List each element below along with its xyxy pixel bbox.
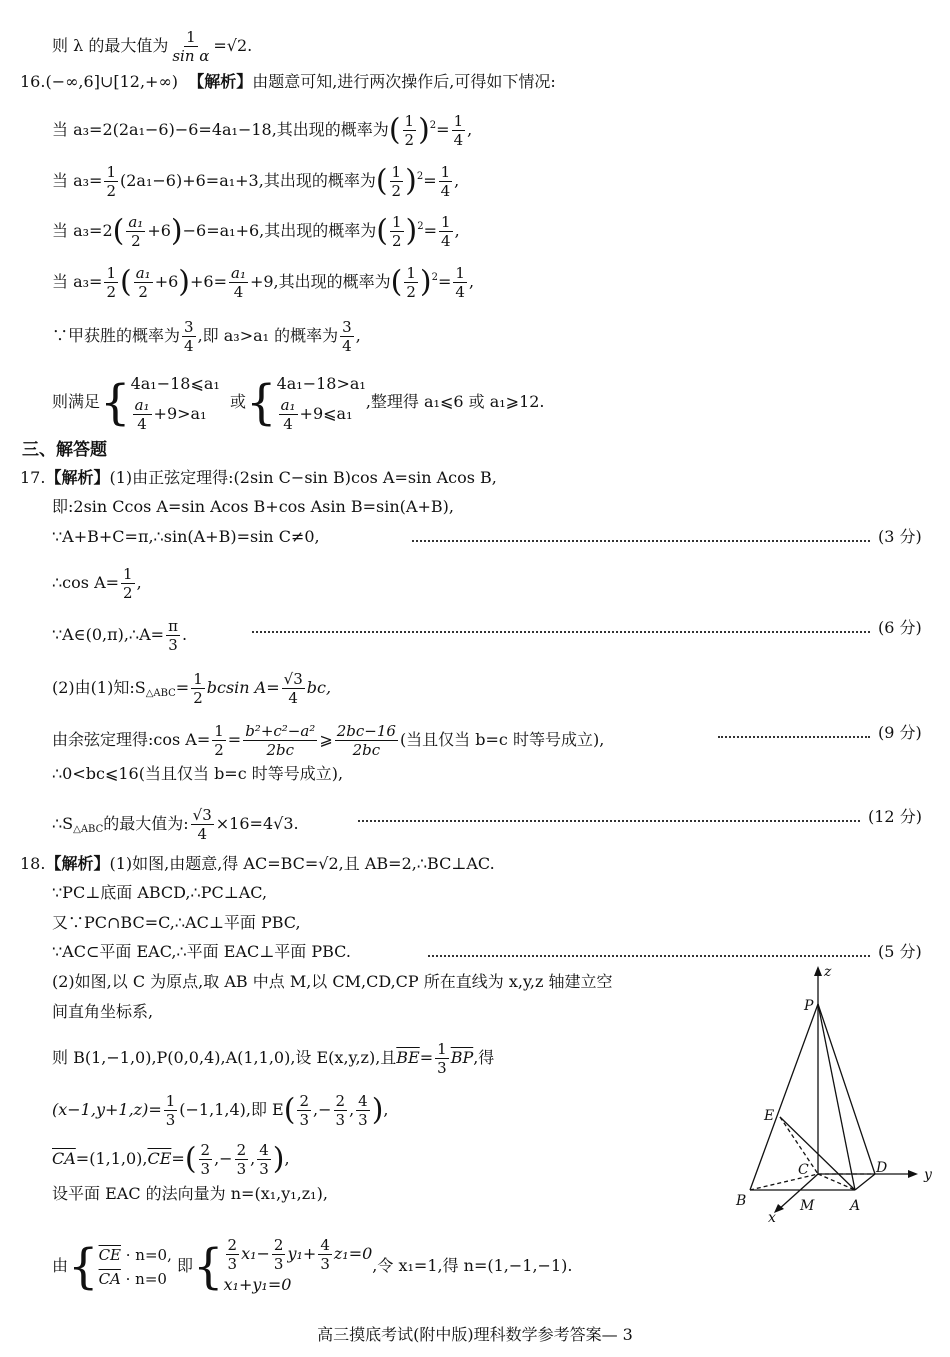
q18-line-10: 设平面 EAC 的法向量为 n=(x₁,y₁,z₁),: [52, 1184, 328, 1203]
page-footer: 高三摸底考试(附中版)理科数学参考答案— 3: [317, 1325, 633, 1344]
q18-line-4: ∵AC⊂平面 EAC,∴平面 EAC⊥平面 PBC.: [52, 942, 351, 961]
q16-case-1: 当 a₃=2(2a₁−6)−6=4a₁−18,其出现的概率为( $\frac{1}{2}$ )$^2$= $\frac{1}{4}$ ,: [52, 112, 473, 149]
score-6: (6 分): [878, 618, 922, 637]
q17-line-5: ∵A∈(0,π),∴A= $\frac{\pi}{3}$ .: [52, 617, 188, 654]
score-5: (5 分): [878, 942, 922, 961]
q16-win-probability: ∵甲获胜的概率为 $\frac{3}{4}$ ,即 a₃>a₁ 的概率为 $\frac{3}{4}$ ,: [52, 318, 361, 355]
q17-line-6: (2)由(1)知$:S_{\triangle ABC}=$ $\frac{1}{2}$ bcsin A= $\frac{√3}{4}$ bc,: [52, 670, 332, 707]
score-12: (12 分): [868, 807, 922, 826]
dot-leader: [252, 631, 870, 633]
q17-line-7: 由余弦定理得:cos A= $\frac{1}{2}$ = $\frac{\text{b²+c²−a²}}{2bc}$ ⩾ $\frac{2bc-16}{2bc}$ (当且仅当 b=c 时等号成立),: [52, 722, 605, 759]
q17-line-9: $\therefore S_{\triangle ABC}$的最大值为: $\frac{√3}{4}$ ×16=4√3.: [52, 806, 299, 843]
score-3: (3 分): [878, 527, 922, 546]
q17-line-1: 17.【解析】(1)由正弦定理得:(2sin C−sin B)cos A=sin Acos B,: [20, 468, 497, 487]
q16-case-3: 当 a₃=2( $\frac{\text{a₁}}{2}$ +6)−6=a₁+6,其出现的概率为( $\frac{1}{2}$ )$^2$= $\frac{1}{4}$ ,: [52, 213, 460, 250]
label-P: P: [804, 998, 814, 1014]
text: 则 λ 的最大值为: [52, 36, 169, 55]
q18-line-5: (2)如图,以 C 为原点,取 AB 中点 M,以 CM,CD,CP 所在直线为 x,y,z 轴建立空: [52, 972, 613, 991]
q17-line-4: ∴cos A= $\frac{1}{2}$ ,: [52, 565, 142, 602]
label-C: C: [798, 1162, 809, 1178]
q16-case-4: 当 a₃= $\frac{1}{2}$ ( $\frac{\text{a₁}}{2}$ +6)+6= $\frac{\text{a₁}}{4}$ +9,其出现的概率为( $\frac{1}{2}$ )$^2$= $\frac{1}{4}$ ,: [52, 264, 475, 301]
dot-leader: [412, 540, 870, 542]
label-A: A: [850, 1198, 861, 1214]
q18-line-9: $\overline{CA}=(1,1,0),\overline{CE}=$( $\frac{2}{3}$ ,− $\frac{2}{3}$ , $\frac{4}{3}$ ),: [52, 1141, 290, 1178]
label-y: y: [924, 1167, 932, 1183]
dot-leader: [428, 955, 870, 957]
text: =√2.: [213, 36, 253, 55]
q17-line-3: ∵A+B+C=π,∴sin(A+B)=sin C≠0,: [52, 527, 320, 546]
q16-case-2: 当 a₃= $\frac{1}{2}$ (2a₁−6)+6=a₁+3,其出现的概率为( $\frac{1}{2}$ )$^2$= $\frac{1}{4}$ ,: [52, 163, 460, 200]
section-heading: 三、解答题: [22, 440, 107, 460]
q18-line-11: 由{ $\overline{CE} \cdot n=0$, $\overline{CA} \cdot n=0$ 即{ $\frac{2}{3}$ x₁− $\frac{2}{3}$ y₁+ $\frac{4}{3}$ z₁=0 x₁+y₁=0 ,令 x₁=1,得 n=(1,−1,−1).: [52, 1236, 573, 1295]
label-x: x: [768, 1210, 776, 1222]
edge-CA: [818, 1174, 855, 1190]
q18-line-3: 又∵PC∩BC=C,∴AC⊥平面 PBC,: [52, 913, 301, 932]
q16-inequality-system: 则满足{ 4a₁−18⩽a₁ $\frac{\text{a₁}}{4}$ +9>a₁ 或{ 4a₁−18>a₁ $\frac{\text{a₁}}{4}$ +9⩽a₁ ,整理得 a₁⩽6 或 a₁⩾12.: [52, 374, 545, 433]
q17-line-2: 即:2sin Ccos A=sin Acos B+cos Asin B=sin(A+B),: [52, 497, 454, 516]
label-z: z: [824, 964, 832, 980]
label-B: B: [736, 1193, 747, 1209]
fraction: $\frac{1}{\text{sin α}}$: [172, 28, 210, 65]
pyramid-figure: [730, 962, 940, 1222]
q18-line-6: 间直角坐标系,: [52, 1002, 154, 1021]
q16-header: 16.(−∞,6]∪[12,+∞) 【解析】由题意可知,进行两次操作后,可得如下情况:: [20, 72, 556, 91]
q15-conclusion: [52, 28, 252, 65]
label-M: M: [800, 1198, 815, 1214]
q18-line-8: (x−1,y+1,z)= $\frac{1}{3}$ (−1,1,4),即 E( $\frac{2}{3}$ ,− $\frac{2}{3}$ , $\frac{4}{3}$ ),: [52, 1092, 389, 1129]
q18-line-1: 18.【解析】(1)如图,由题意,得 AC=BC=√2,且 AB=2,∴BC⊥AC.: [20, 854, 495, 873]
q17-line-8: ∴0<bc⩽16(当且仅当 b=c 时等号成立),: [52, 764, 344, 783]
dot-leader: [358, 820, 860, 822]
score-9: (9 分): [878, 723, 922, 742]
edge-AD: [855, 1174, 875, 1190]
label-E: E: [764, 1108, 775, 1124]
dot-leader: [718, 736, 870, 738]
analysis-tag: 【解析】: [188, 72, 253, 91]
label-D: D: [876, 1160, 888, 1176]
q18-line-7: 则 B(1,−1,0),P(0,0,4),A(1,1,0),设 E(x,y,z),且$\overline{BE}=$ $\frac{1}{3}$ $\overline{BP}$,得: [52, 1040, 495, 1077]
q18-line-2: ∵PC⊥底面 ABCD,∴PC⊥AC,: [52, 883, 268, 902]
